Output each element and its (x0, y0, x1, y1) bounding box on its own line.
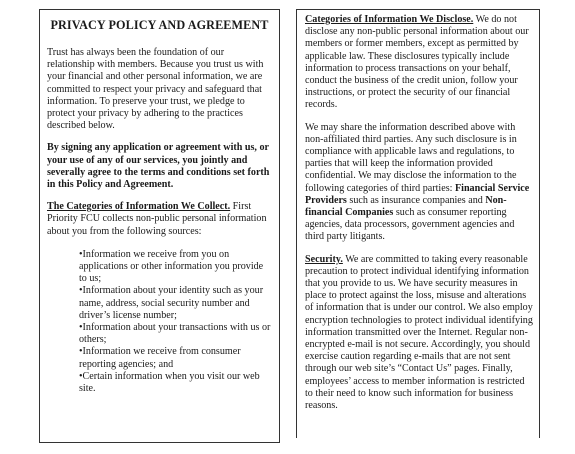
disclose-paragraph (305, 14, 533, 112)
share-text-1: We may share the information described above with non-affiliated third parties. Any such disclosure is in compliance with applicable laws and regulations, to parties that will keep the information provided confidential. We may disclose the information to the following categories of third parties: (305, 121, 517, 194)
intro-paragraph: Trust has always been the foundation of our relationship with members. Because you trust us with your financial and other personal information, we are committed to respect your privacy and safeguard that information. To preserve your trust, we pledge to protect your privacy by adhering to the practices described below. (47, 47, 264, 132)
collect-heading: The Categories of Information We Collect. (47, 201, 231, 213)
right-column (296, 9, 540, 438)
page-title: PRIVACY POLICY AND AGREEMENT (50, 18, 269, 32)
share-text-3: such as consumer reporting agencies, data processors, government agencies and third party litigants. (305, 207, 515, 243)
collect-paragraph (47, 201, 272, 238)
financial-service-providers: Financial Service Providers (305, 182, 530, 206)
agreement-paragraph: By signing any application or agreement with us, or your use of any of our services, you jointly and severally agree to the terms and conditions set forth in this Policy and Agreement. (47, 142, 270, 191)
non-financial-companies: Non-financial Companies (305, 194, 507, 219)
share-paragraph (305, 122, 533, 244)
list-item: •Information we receive from you on applications or other information you provide to us; (79, 248, 264, 285)
list-item: •Information we receive from consumer reporting agencies; and (79, 346, 241, 370)
security-heading: Security. (305, 253, 343, 265)
list-item: •Information about your transactions with us or others; (79, 322, 271, 346)
security-paragraph (305, 254, 533, 413)
list-item: •Information about your identity such as your name, address, social security number and driver’s license number; (79, 285, 264, 321)
sources-list (47, 249, 272, 395)
share-text-2: such as insurance companies and (346, 194, 486, 206)
page-cut-off (297, 433, 539, 438)
collect-text: First Priority FCU collects non-public personal information about you from the following sources: (47, 201, 267, 237)
disclose-text: We do not disclose any non-public personal information about our members or former members, except as permitted by applicable law. These disclosures typically include information to process transactions on your behalf, conduct the business of the credit union, follow your instructions, or protect the security of our financial records. (305, 14, 529, 111)
disclose-heading: Categories of Information We Disclose. (305, 14, 474, 25)
list-item: •Certain information when you visit our web site. (79, 370, 260, 395)
security-text: We are committed to taking every reasonable precaution to protect individual identifying information that you provide to us. We have security measures in place to protect against the loss, misuse and alterations of information that is under our control. We also employ encryption technologies to protect individual identifying information transmitted over the Internet. Regular non-encrypted e-mail is not secure. Accordingly, you should exercise caution regarding e-mails that are not sent through our web site’s “Contact Us” pages. Finally, employees’ access to member information is restricted to their need to know such information for business reasons. (305, 253, 533, 412)
left-column (39, 9, 280, 443)
